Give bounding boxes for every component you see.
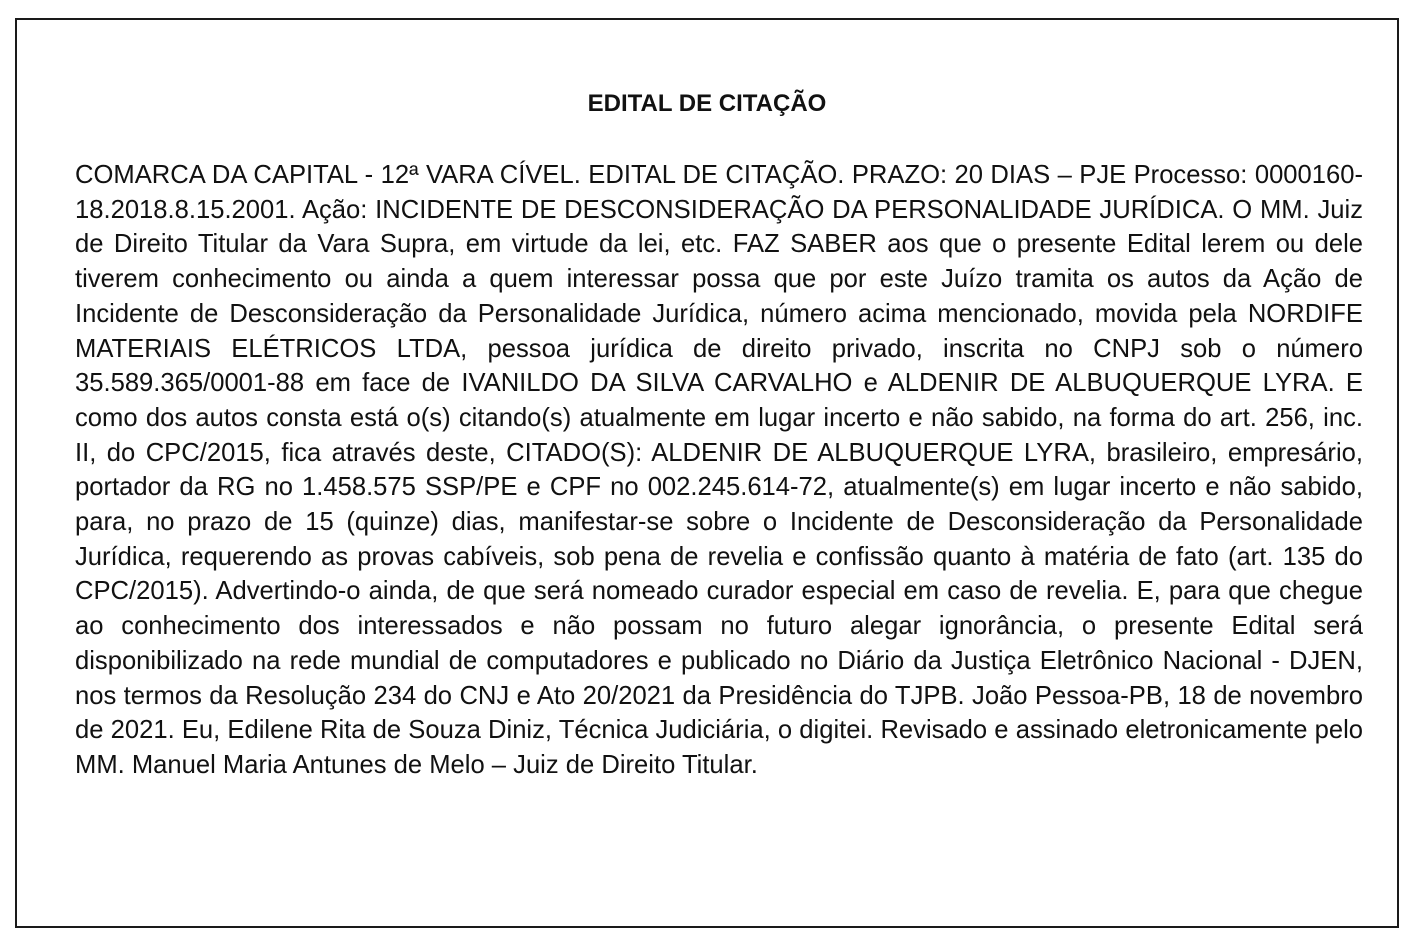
notice-title: EDITAL DE CITAÇÃO — [587, 90, 827, 117]
notice-frame — [15, 18, 1399, 928]
notice-body: COMARCA DA CAPITAL - 12ª VARA CÍVEL. EDITAL DE CITAÇÃO. PRAZO: 20 DIAS – PJE Processo: 0000160-18.2018.8.15.2001. Ação: INCIDENTE DE DESCONSIDERAÇÃO DA PERSONALIDADE JURÍDICA. O MM. Juiz de Direito Titular da Vara Supra, em virtude da lei, etc. FAZ SABER aos que o presente Edital lerem ou dele tiverem conhecimento ou ainda a quem interessar possa que por este Juízo tramita os autos da Ação de Incidente de Desconsideração da Personalidade Jurídica, número acima mencionado, movida pela NORDIFE MATERIAIS ELÉTRICOS LTDA, pessoa jurídica de direito privado, inscrita no CNPJ sob o número 35.589.365/0001-88 em face de IVANILDO DA SILVA CARVALHO e ALDENIR DE ALBUQUERQUE LYRA. E como dos autos consta está o(s) citando(s) atualmente em lugar incerto e não sabido, na forma do art. 256, inc. II, do CPC/2015, fica através deste, CITADO(S): ALDENIR DE ALBUQUERQUE LYRA, brasileiro, empresário, portador da RG no 1.458.575 SSP/PE e CPF no 002.245.614-72, atualmente(s) em lugar incerto e não sabido, para, no prazo de 15 (quinze) dias, manifestar-se sobre o Incidente de Desconsideração da Personalidade Jurídica, requerendo as provas cabíveis, sob pena de revelia e confissão quanto à matéria de fato (art. 135 do CPC/2015). Advertindo-o ainda, de que será nomeado curador especial em caso de revelia. E, para que chegue ao conhecimento dos interessados e não possam no futuro alegar ignorância, o presente Edital será disponibilizado na rede mundial de computadores e publicado no Diário da Justiça Eletrônico Nacional - DJEN, nos termos da Resolução 234 do CNJ e Ato 20/2021 da Presidência do TJPB. João Pessoa-PB, 18 de novembro de 2021. Eu, Edilene Rita de Souza Diniz, Técnica Judiciária, o digitei. Revisado e assinado eletronicamente pelo MM. Manuel Maria Antunes de Melo – Juiz de Direito Titular. — [75, 161, 1363, 779]
